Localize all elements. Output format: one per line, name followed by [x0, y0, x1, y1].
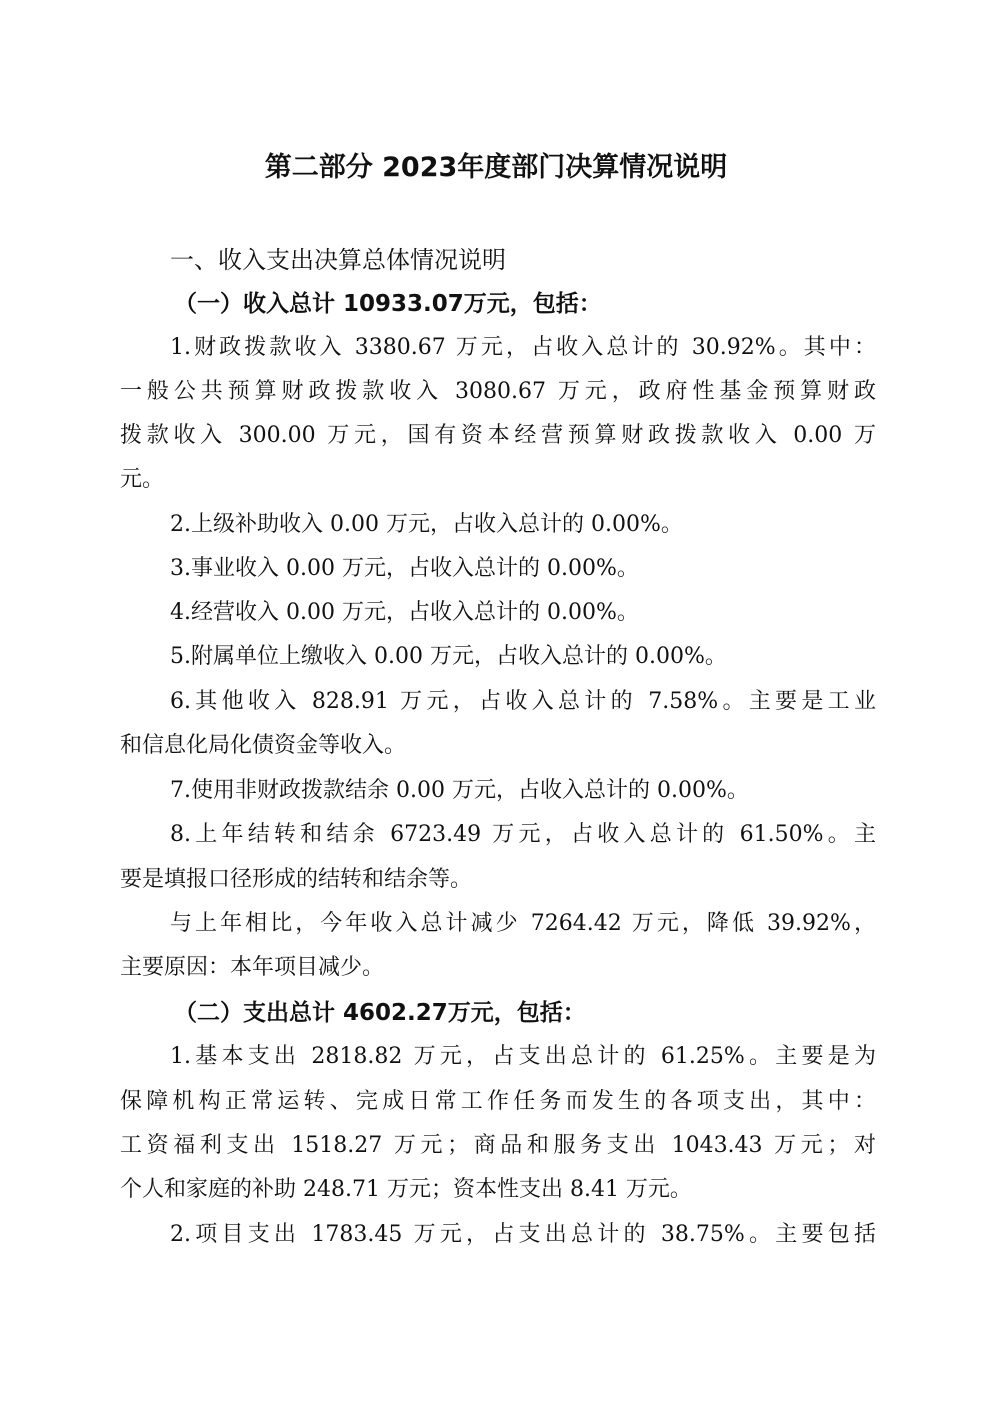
page-title: 第二部分 2023年度部门决算情况说明: [264, 152, 728, 183]
paragraph-line: 2.上级补助收入 0.00 万元，占收入总计的 0.00%。: [170, 512, 683, 537]
section-heading: 一、收入支出决算总体情况说明: [170, 246, 506, 274]
paragraph-line: 1.基本支出 2818.82 万元，占支出总计的 61.25%。主要是为: [170, 1044, 876, 1069]
subsection-heading-income: （一）收入总计 10933.07万元，包括：: [174, 291, 602, 317]
paragraph-line: 要是填报口径形成的结转和结余等。: [120, 867, 473, 892]
paragraph-line: 个人和家庭的补助 248.71 万元；资本性支出 8.41 万元。: [120, 1177, 692, 1202]
paragraph-line: 工资福利支出 1518.27 万元；商品和服务支出 1043.43 万元；对: [120, 1133, 876, 1158]
paragraph-line: 5.附属单位上缴收入 0.00 万元，占收入总计的 0.00%。: [170, 644, 727, 669]
paragraph-line: 1.财政拨款收入 3380.67 万元，占收入总计的 30.92%。其中：: [170, 335, 876, 360]
paragraph-line: 8.上年结转和结余 6723.49 万元，占收入总计的 61.50%。主: [170, 822, 876, 847]
subsection-heading-expense: （二）支出总计 4602.27万元，包括：: [174, 1000, 586, 1026]
paragraph-line: 2.项目支出 1783.45 万元，占支出总计的 38.75%。主要包括: [170, 1222, 876, 1247]
paragraph-line: 元。: [120, 467, 165, 492]
paragraph-line: 一般公共预算财政拨款收入 3080.67 万元，政府性基金预算财政: [120, 379, 876, 404]
paragraph-line: 7.使用非财政拨款结余 0.00 万元，占收入总计的 0.00%。: [170, 778, 749, 803]
paragraph-line: 4.经营收入 0.00 万元，占收入总计的 0.00%。: [170, 600, 639, 625]
paragraph-line: 与上年相比，今年收入总计减少 7264.42 万元，降低 39.92%，: [170, 911, 876, 936]
paragraph-line: 3.事业收入 0.00 万元，占收入总计的 0.00%。: [170, 556, 639, 581]
paragraph-line: 6.其他收入 828.91 万元，占收入总计的 7.58%。主要是工业: [170, 689, 876, 714]
paragraph-line: 和信息化局化债资金等收入。: [120, 733, 407, 758]
paragraph-line: 主要原因：本年项目减少。: [120, 955, 385, 980]
paragraph-line: 拨款收入 300.00 万元，国有资本经营预算财政拨款收入 0.00 万: [120, 423, 876, 448]
paragraph-line: 保障机构正常运转、完成日常工作任务而发生的各项支出，其中：: [120, 1089, 876, 1114]
